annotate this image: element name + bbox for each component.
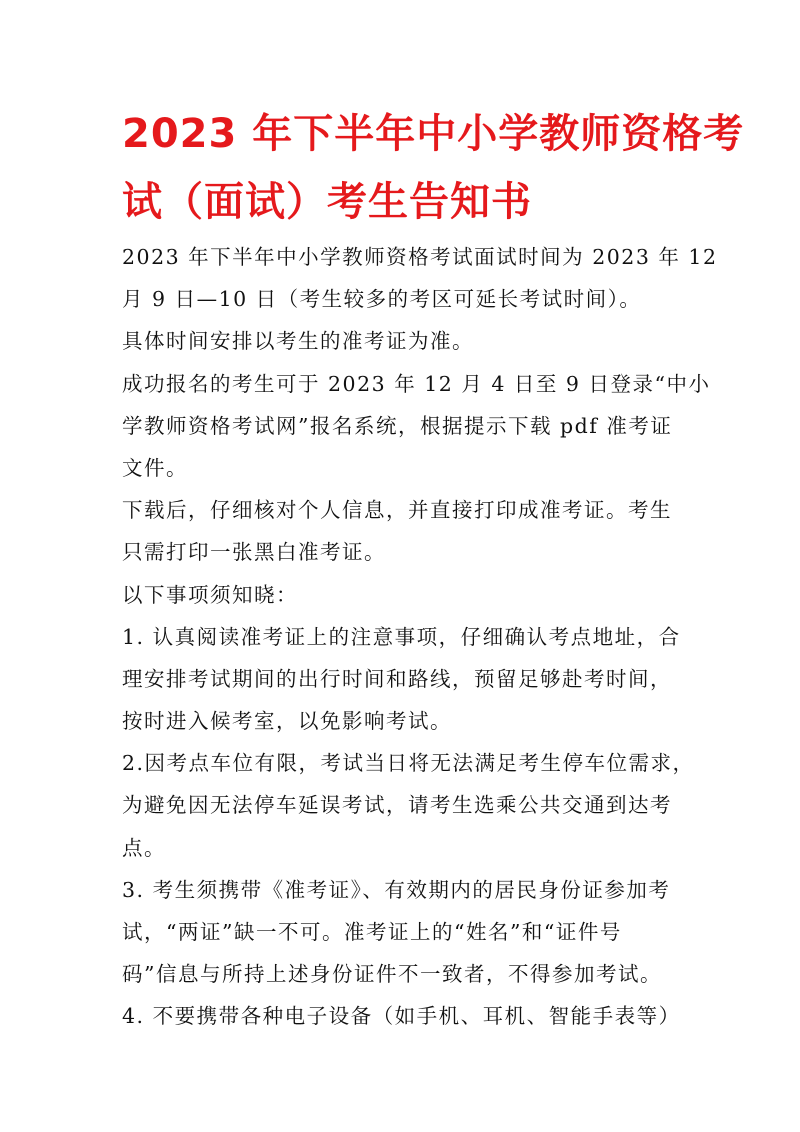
body-line: 码”信息与所持上述身份证件不一致者，不得参加考试。 bbox=[122, 962, 662, 987]
body-line: 2.因考点车位有限，考试当日将无法满足考生停车位需求， bbox=[122, 751, 695, 776]
body-line: 1. 认真阅读准考证上的注意事项，仔细确认考点地址，合 bbox=[122, 624, 681, 649]
body-line: 月 9 日—10 日（考生较多的考区可延长考试时间）。 bbox=[122, 287, 642, 312]
document-body bbox=[122, 236, 718, 1038]
body-line: 为避免因无法停车延误考试，请考生选乘公共交通到达考 bbox=[122, 793, 672, 818]
body-line: 文件。 bbox=[122, 455, 188, 480]
title-line: 试（面试）考生告知书 bbox=[122, 179, 532, 225]
body-line: 4. 不要携带各种电子设备（如手机、耳机、智能手表等） bbox=[122, 1004, 681, 1029]
body-line: 学教师资格考试网”报名系统，根据提示下载 pdf 准考证 bbox=[122, 413, 673, 438]
body-line: 试，“两证”缺一不可。准考证上的“姓名”和“证件号 bbox=[122, 920, 622, 944]
body-line: 下载后，仔细核对个人信息，并直接打印成准考证。考生 bbox=[122, 498, 672, 523]
document-title bbox=[122, 100, 745, 236]
body-line: 成功报名的考生可于 2023 年 12 月 4 日至 9 日登录“中小 bbox=[122, 371, 711, 396]
body-line: 3. 考生须携带《准考证》、有效期内的居民身份证参加考 bbox=[122, 877, 671, 902]
body-line: 点。 bbox=[122, 835, 166, 860]
body-line: 2023 年下半年中小学教师资格考试面试时间为 2023 年 12 bbox=[122, 245, 718, 269]
body-line: 只需打印一张黑白准考证。 bbox=[122, 540, 386, 565]
body-line: 具体时间安排以考生的准考证为准。 bbox=[122, 329, 474, 354]
body-line: 以下事项须知晓： bbox=[122, 582, 298, 607]
body-line: 按时进入候考室，以免影响考试。 bbox=[122, 709, 452, 734]
title-line: 2023 年下半年中小学教师资格考 bbox=[122, 111, 745, 157]
body-line: 理安排考试期间的出行时间和路线，预留足够赴考时间， bbox=[122, 666, 672, 691]
